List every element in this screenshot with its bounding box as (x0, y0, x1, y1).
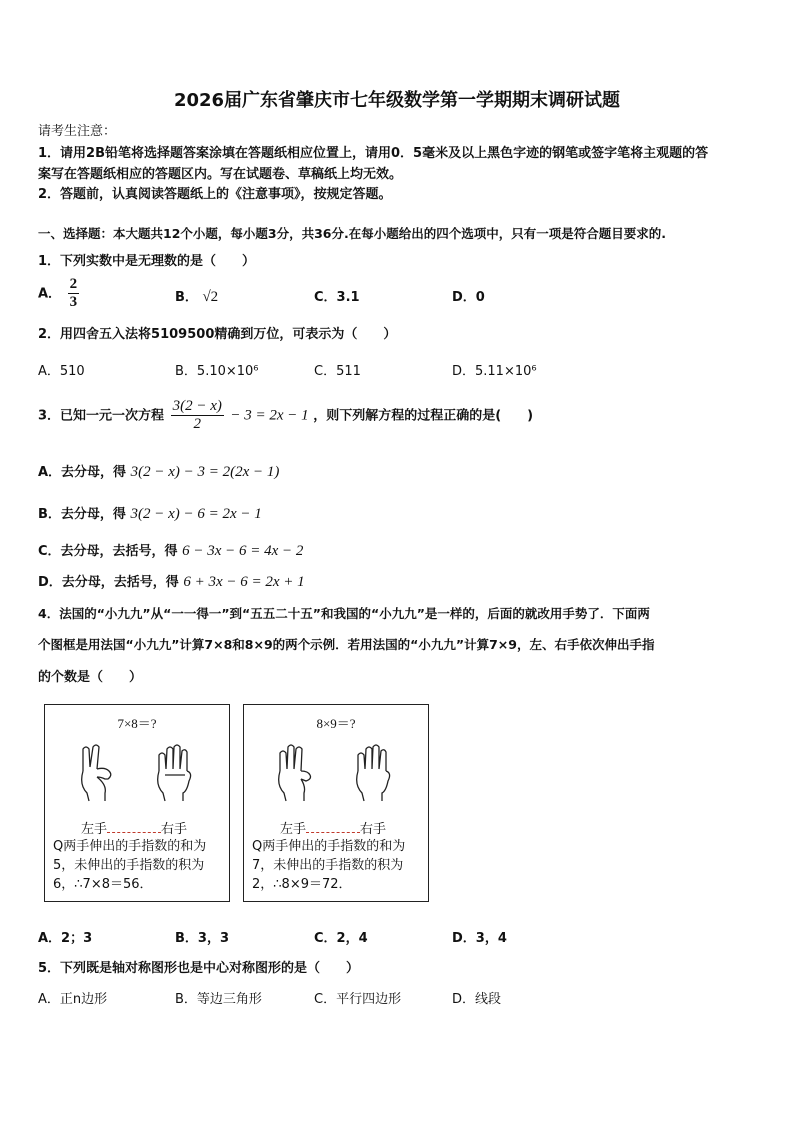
q1-b-value: √2 (202, 289, 219, 305)
q3-fraction-denominator: 2 (193, 416, 201, 433)
q3-option-b (38, 503, 262, 523)
q4-option-b: B．3，3 (175, 931, 229, 946)
q4-option-d: D．3，4 (452, 931, 507, 946)
notice-heading: 请考生注意： (38, 124, 117, 139)
figure-box-caption: 8×9＝? (316, 716, 356, 731)
figure-box-description: Q两手伸出的手指数的和为5，未伸出的手指数的积为6，∴7×8＝56． (53, 839, 207, 892)
left-hand-label: 左手 (280, 822, 307, 837)
right-hand-icon (352, 741, 396, 803)
section-heading: 一、选择题：本大题共12个小题，每小题3分，共36分.在每小题给出的四个选项中，只有一项是符合题目要求的. (38, 226, 666, 241)
q3-stem-prefix: 3．已知一元一次方程 (38, 408, 165, 424)
q4-stem-line-2: 个图框是用法国“小九九”计算7×8和8×9的两个示例．若用法国的“小九九”计算7×9，左、右手依次伸出手指 (38, 637, 655, 652)
right-hand-label: 右手 (360, 822, 387, 837)
hands-label-row (280, 818, 386, 837)
q1-option-a (38, 276, 81, 312)
q3-option-c (38, 540, 303, 560)
notice-item-1: 1．请用2B铅笔将选择题答案涂填在答题纸相应位置上，请用0．5毫米及以上黑色字迹的钢笔或签字笔将主观题的答 (38, 146, 709, 161)
q5-option-a: A．正n边形 (38, 992, 108, 1007)
right-hand-label: 右手 (161, 822, 188, 837)
q2-option-d: D．5.11×10⁶ (452, 364, 537, 379)
q5-option-b: B．等边三角形 (175, 992, 262, 1007)
q3-a-math: 3(2 − x) − 3 = 2(2x − 1) (130, 464, 280, 480)
q3-option-a (38, 461, 279, 481)
figure-box-description: Q两手伸出的手指数的和为7，未伸出的手指数的积为2，∴8×9＝72． (252, 839, 406, 892)
q1-option-d: D．0 (452, 290, 485, 305)
q3-c-text: C．去分母，去括号，得 (38, 544, 178, 559)
q3-stem (38, 398, 533, 434)
notice-item-2: 2．答题前，认真阅读答题纸上的《注意事项》，按规定答题。 (38, 187, 392, 202)
q1-option-c: C．3.1 (314, 290, 360, 305)
q3-c-math: 6 − 3x − 6 = 4x − 2 (182, 543, 304, 559)
notice-item-1-cont: 案写在答题纸相应的答题区内。写在试题卷、草稿纸上均无效。 (38, 167, 403, 182)
q5-option-d: D．线段 (452, 992, 502, 1007)
q3-fraction-numerator: 3(2 − x) (171, 398, 224, 416)
figure-box-7x8 (44, 704, 230, 902)
hands-label-row (81, 818, 187, 837)
figure-box-8x9 (243, 704, 429, 902)
q3-d-math: 6 + 3x − 6 = 2x + 1 (183, 574, 305, 590)
q1-a-numerator: 2 (68, 276, 80, 294)
q1-b-label: B． (175, 290, 198, 305)
left-hand-icon (75, 741, 119, 803)
q4-option-c: C．2，4 (314, 931, 368, 946)
q3-b-text: B．去分母，得 (38, 507, 126, 522)
q5-stem: 5．下列既是轴对称图形也是中心对称图形的是（ ） (38, 961, 360, 976)
page-title: 2026届广东省肇庆市七年级数学第一学期期末调研试题 (173, 90, 621, 111)
blank-line (306, 820, 360, 833)
q1-a-label: A． (38, 286, 62, 302)
q3-stem-suffix: ，则下列解方程的过程正确的是( ) (313, 408, 534, 424)
q4-option-a: A．2；3 (38, 931, 93, 946)
q1-a-fraction (68, 276, 80, 312)
q2-stem: 2．用四舍五入法将5109500精确到万位，可表示为（ ） (38, 327, 397, 342)
q1-option-b (175, 286, 218, 306)
q1-stem: 1．下列实数中是无理数的是（ ） (38, 254, 256, 269)
q3-equation-rest: − 3 = 2x − 1 (230, 407, 309, 424)
q4-stem-line-3: 的个数是（ ） (38, 670, 143, 685)
q2-option-a: A．510 (38, 364, 85, 379)
q2-option-b: B．5.10×10⁶ (175, 364, 259, 379)
q3-b-math: 3(2 − x) − 6 = 2x − 1 (130, 506, 262, 522)
right-hand-icon (153, 741, 197, 803)
left-hand-label: 左手 (81, 822, 108, 837)
q3-d-text: D．去分母，去括号，得 (38, 575, 179, 590)
q1-a-denominator: 3 (69, 294, 78, 311)
left-hand-icon (274, 741, 318, 803)
q3-fraction (171, 398, 224, 434)
q3-option-d (38, 571, 305, 591)
q5-option-c: C．平行四边形 (314, 992, 402, 1007)
q2-option-c: C．511 (314, 364, 361, 379)
blank-line (107, 820, 161, 833)
q4-stem-line-1: 4．法国的“小九九”从“一一得一”到“五五二十五”和我国的“小九九”是一样的，后面的就改用手势了．下面两 (38, 606, 650, 621)
figure-box-caption: 7×8＝? (117, 716, 157, 731)
q3-a-text: A．去分母，得 (38, 465, 127, 480)
